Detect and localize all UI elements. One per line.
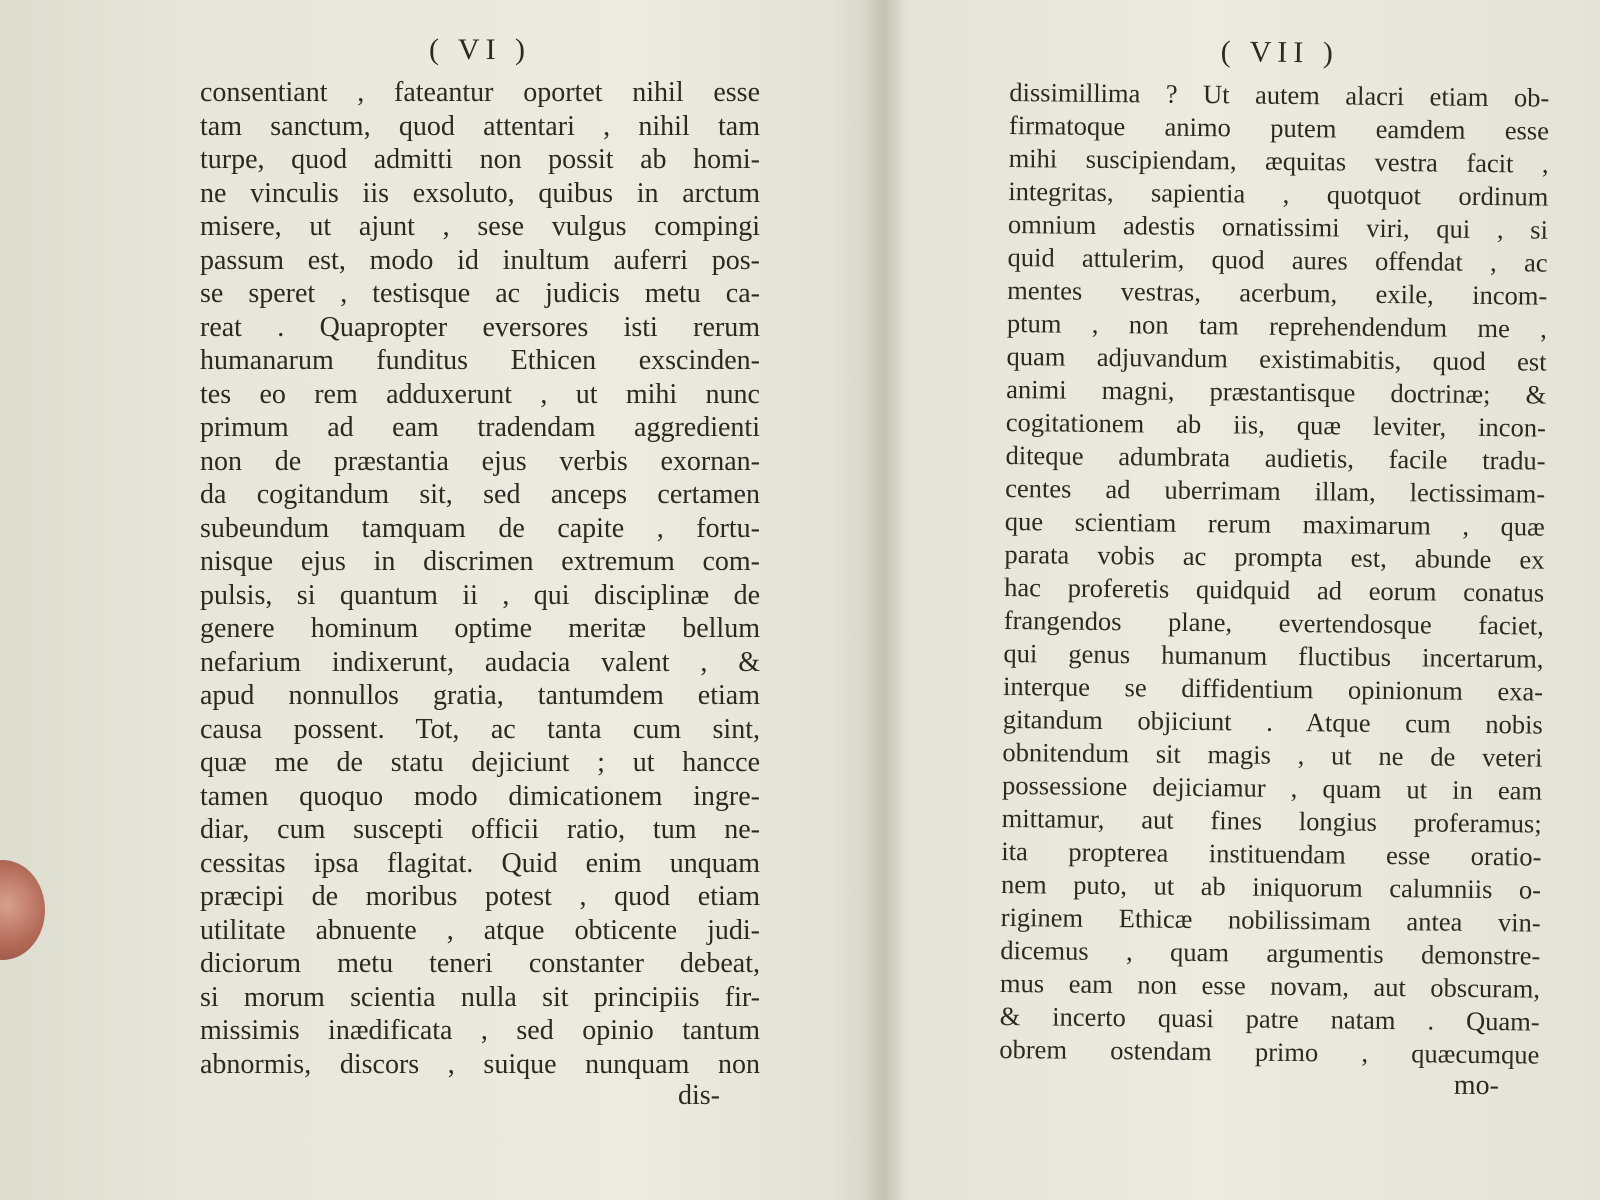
thumb: [0, 860, 45, 960]
text-line: pulsis, si quantum ii , qui disciplinæ de: [200, 579, 760, 611]
text-line: quam adjuvandum existimabitis, quod est: [1006, 340, 1547, 377]
text-line: gitandum objiciunt . Atque cum nobis: [1002, 703, 1543, 740]
text-line: quid attulerim, quod aures offendat , ac: [1007, 241, 1548, 278]
text-line: tamen quoquo modo dimicationem ingre-: [200, 780, 760, 812]
text-line: diar, cum suscepti officii ratio, tum ne-: [200, 814, 760, 845]
text-line: possessione dejiciamur , quam ut in eam: [1001, 769, 1543, 806]
text-line: obrem ostendam primo , quæcumque: [999, 1033, 1540, 1070]
text-line: da cogitandum sit, sed anceps certamen: [200, 479, 760, 510]
text-line: frangendos plane, evertendosque faciet,: [1003, 604, 1544, 641]
text-line: que scientiam rerum maximarum , quæ: [1004, 505, 1545, 542]
text-line: nisque ejus in discrimen extremum com-: [200, 546, 760, 577]
text-line: ne vinculis iis exsoluto, quibus in arctum: [200, 177, 760, 209]
text-line: ita propterea instituendam esse oratio-: [1001, 835, 1542, 872]
text-line: obnitendum sit magis , ut ne de veteri: [1002, 736, 1543, 773]
text-line: dissimillima ? Ut autem alacri etiam ob-: [1009, 76, 1550, 113]
text-line: missimis inædificata , sed opinio tantum: [200, 1015, 760, 1046]
text-line: mentes vestras, acerbum, exile, incom-: [1007, 274, 1548, 311]
text-line: mus eam non esse novam, aut obscuram,: [999, 967, 1541, 1004]
text-line: abnormis, discors , suique nunquam non: [200, 1048, 760, 1080]
text-line: riginem Ethicæ nobilissimam antea vin-: [1000, 901, 1541, 938]
text-line: & incerto quasi patre natam . Quam-: [999, 1000, 1540, 1037]
text-line: causa possent. Tot, ac tanta cum sint,: [200, 713, 760, 745]
text-line: consentiant , fateantur oportet nihil esse: [200, 77, 760, 108]
text-line: subeundum tamquam de capite , fortu-: [200, 512, 760, 544]
text-line: primum ad eam tradendam aggredienti: [200, 412, 760, 443]
text-line: diciorum metu teneri constanter debeat,: [200, 948, 760, 979]
book-gutter: [866, 0, 906, 1200]
text-line: turpe, quod admitti non possit ab homi-: [200, 144, 760, 175]
text-block: [999, 76, 1549, 1072]
text-line: dicemus , quam argumentis demonstre-: [1000, 934, 1541, 971]
text-block: [200, 76, 760, 1081]
text-line: reat . Quapropter eversores isti rerum: [200, 311, 760, 343]
left-page: [200, 30, 760, 1111]
text-line: ptum , non tam reprehendendum me ,: [1006, 307, 1548, 344]
text-line: cogitationem ab iis, quæ leviter, incon-: [1005, 406, 1547, 443]
text-line: passum est, modo id inultum auferri pos-: [200, 244, 760, 276]
text-line: se speret , testisque ac judicis metu ca-: [200, 278, 760, 309]
text-line: cessitas ipsa flagitat. Quid enim unquam: [200, 847, 760, 879]
text-line: si morum scientia nulla sit principiis fir-: [200, 981, 760, 1013]
text-line: genere hominum optime meritæ bellum: [200, 613, 760, 644]
text-line: quæ me de statu dejiciunt ; ut hancce: [200, 747, 760, 778]
text-line: tam sanctum, quod attentari , nihil tam: [200, 110, 760, 142]
text-line: animi magni, præstantisque doctrinæ; &: [1006, 373, 1547, 410]
text-line: præcipi de moribus potest , quod etiam: [200, 881, 760, 912]
text-line: apud nonnullos gratia, tantumdem etiam: [200, 680, 760, 711]
text-line: humanarum funditus Ethicen exscinden-: [200, 345, 760, 376]
right-page: [999, 30, 1550, 1102]
catchword: dis-: [678, 1080, 720, 1111]
text-line: diteque adumbrata audietis, facile tradu-: [1005, 439, 1546, 476]
text-line: hac proferetis quidquid ad eorum conatus: [1004, 571, 1545, 608]
page-number: ( VII ): [1220, 35, 1339, 70]
text-line: integritas, sapientia , quotquot ordinum: [1008, 175, 1549, 212]
text-line: centes ad uberrimam illam, lectissimam-: [1005, 472, 1546, 509]
text-line: mihi suscipiendam, æquitas vestra facit ,: [1008, 142, 1549, 179]
text-line: interque se diffidentium opinionum exa-: [1002, 670, 1544, 707]
text-line: mittamur, aut fines longius proferamus;: [1001, 802, 1542, 839]
text-line: non de præstantia ejus verbis exornan-: [200, 445, 760, 477]
page-number: ( VI ): [428, 33, 532, 66]
catchword: mo-: [1453, 1069, 1500, 1102]
text-line: qui genus humanum fluctibus incertarum,: [1003, 637, 1544, 674]
text-line: tes eo rem adduxerunt , ut mihi nunc: [200, 378, 760, 410]
text-line: firmatoque animo putem eamdem esse: [1008, 109, 1550, 146]
text-line: nem puto, ut ab iniquorum calumniis o-: [1000, 868, 1542, 905]
text-line: utilitate abnuente , atque obticente judi-: [200, 914, 760, 946]
text-line: misere, ut ajunt , sese vulgus compingi: [200, 211, 760, 242]
text-line: parata vobis ac prompta est, abunde ex: [1004, 538, 1545, 575]
text-line: omnium adestis ornatissimi viri, qui , si: [1007, 208, 1549, 245]
text-line: nefarium indixerunt, audacia valent , &: [200, 646, 760, 678]
